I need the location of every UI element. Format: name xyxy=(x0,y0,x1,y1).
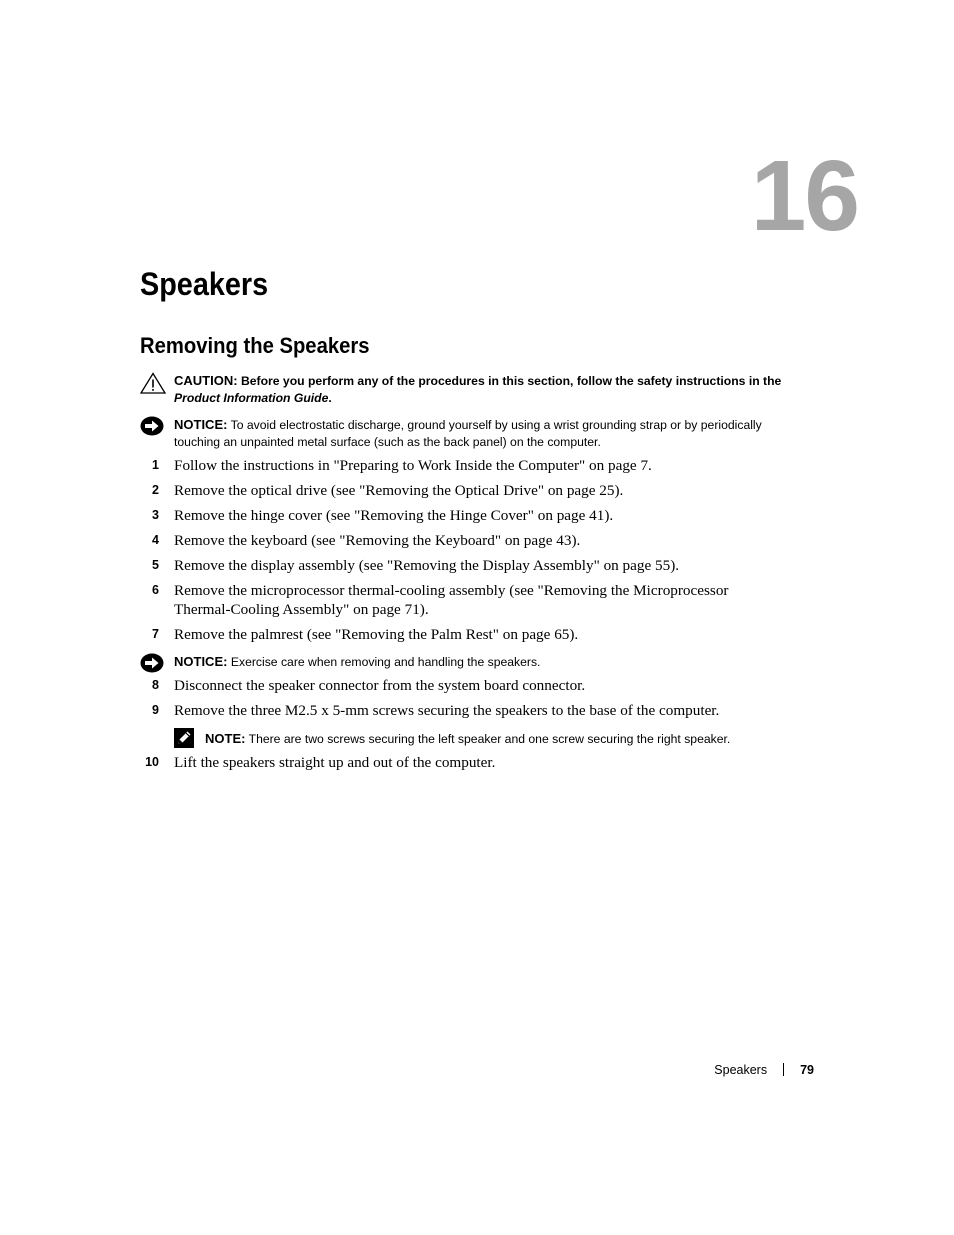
list-item xyxy=(140,625,760,644)
page-number: 79 xyxy=(800,1063,814,1077)
step-text: Disconnect the speaker connector from the system board connector. xyxy=(174,677,586,694)
notice-label: NOTICE: xyxy=(174,417,228,432)
step-number: 10 xyxy=(145,755,159,769)
step-text: Remove the hinge cover (see "Removing the Hinge Cover" on page 41). xyxy=(174,507,614,524)
notice-callout-esd xyxy=(140,416,790,451)
caution-end: . xyxy=(328,391,332,405)
note-pencil-icon xyxy=(173,727,195,754)
step-number: 1 xyxy=(152,458,159,472)
step-number: 3 xyxy=(152,508,159,522)
notice-callout-handling xyxy=(140,653,790,671)
caution-text: Before you perform any of the procedures in this section, follow the safety instructions in the xyxy=(240,374,782,388)
notice-arrow-icon xyxy=(140,653,164,678)
step-number: 2 xyxy=(152,483,159,497)
caution-guide-title: Product Information Guide xyxy=(174,391,329,405)
list-item xyxy=(140,581,740,619)
notice-arrow-icon xyxy=(140,416,164,441)
footer-divider xyxy=(783,1063,784,1076)
step-number: 6 xyxy=(152,583,159,597)
step-text: Remove the microprocessor thermal-cooling assembly (see "Removing the Microprocessor Thermal-Cooling Assembly" on page 71). xyxy=(174,582,729,618)
step-number: 7 xyxy=(152,627,159,641)
list-item xyxy=(140,701,780,720)
note-label: NOTE: xyxy=(205,731,246,746)
list-item xyxy=(140,531,760,550)
list-item xyxy=(140,481,760,500)
step-text: Remove the palmrest (see "Removing the Palm Rest" on page 65). xyxy=(174,626,579,643)
step-text: Remove the three M2.5 x 5-mm screws securing the speakers to the base of the computer. xyxy=(174,702,720,719)
caution-callout xyxy=(140,372,790,407)
step-text: Remove the keyboard (see "Removing the Keyboard" on page 43). xyxy=(174,532,581,549)
caution-label: CAUTION: xyxy=(174,373,238,388)
page-footer xyxy=(714,1062,814,1078)
footer-section: Speakers xyxy=(714,1063,768,1077)
chapter-title: Speakers xyxy=(140,266,269,302)
chapter-number: 16 xyxy=(750,140,858,252)
list-item xyxy=(140,753,760,772)
step-number: 8 xyxy=(152,678,159,692)
section-title: Removing the Speakers xyxy=(140,333,370,358)
notice-text: To avoid electrostatic discharge, ground yourself by using a wrist grounding strap or by periodically touching an unpainted metal surface (such as the back panel) on the computer. xyxy=(174,418,762,449)
step-number: 5 xyxy=(152,558,159,572)
step-text: Remove the display assembly (see "Removing the Display Assembly" on page 55). xyxy=(174,557,680,574)
list-item xyxy=(140,676,760,695)
notice-text: Exercise care when removing and handling the speakers. xyxy=(230,655,541,669)
list-item xyxy=(140,456,760,475)
caution-triangle-icon xyxy=(140,372,166,399)
step-text: Remove the optical drive (see "Removing the Optical Drive" on page 25). xyxy=(174,482,624,499)
step-number: 4 xyxy=(152,533,159,547)
note-text: There are two screws securing the left speaker and one screw securing the right speaker. xyxy=(248,732,731,746)
list-item xyxy=(140,556,760,575)
notice-label: NOTICE: xyxy=(174,654,228,669)
step-text: Lift the speakers straight up and out of the computer. xyxy=(174,754,496,771)
list-item xyxy=(140,506,760,525)
step-text: Follow the instructions in "Preparing to Work Inside the Computer" on page 7. xyxy=(174,457,652,474)
note-callout xyxy=(173,730,783,748)
step-number: 9 xyxy=(152,703,159,717)
